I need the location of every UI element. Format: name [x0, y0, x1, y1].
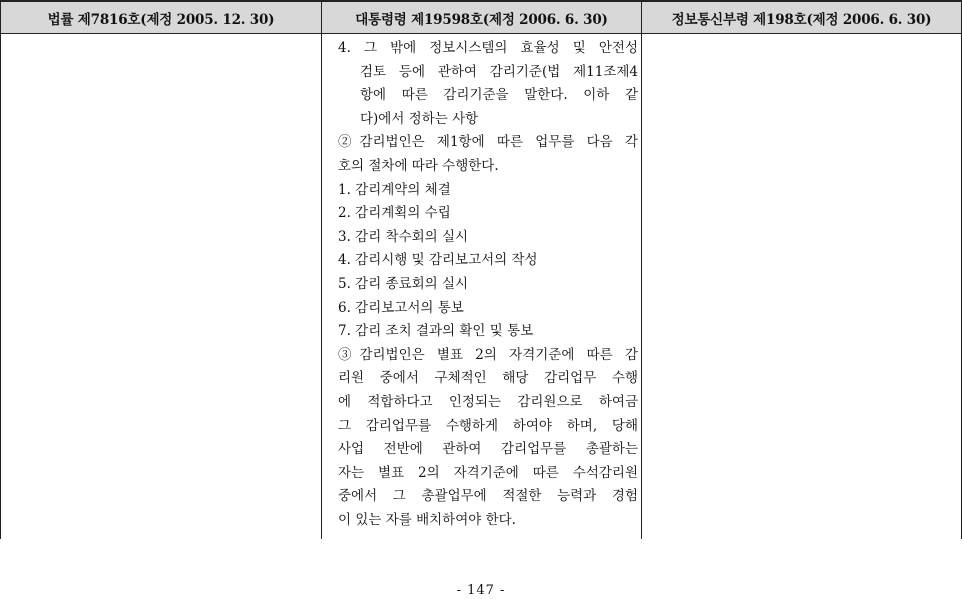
text-line: 사업 전반에 관하여 감리업무를 총괄하는 — [338, 441, 638, 458]
column-divider-1 — [321, 34, 322, 539]
list-item: 7. 감리 조치 결과의 확인 및 통보 — [338, 323, 534, 340]
text-line: 항에 따른 감리기준을 말한다. 이하 같 — [360, 87, 638, 104]
text-line: 그 감리업무를 수행하게 하여야 하며, 당해 — [338, 417, 638, 434]
text-line: 자는 별표 2의 자격기준에 따른 수석감리원 — [338, 464, 638, 481]
list-item: 2. 감리계획의 수립 — [338, 205, 451, 222]
list-item: 5. 감리 종료회의 실시 — [338, 275, 469, 292]
text-line: ③감리법인은 별표 2의 자격기준에 따른 감 — [338, 346, 638, 363]
text-line: 리원 중에서 구체적인 해당 감리업무 수행 — [338, 370, 638, 387]
list-item: 1. 감리계약의 체결 — [338, 181, 451, 198]
header-ministry-ordinance: 정보통신부령 제198호(제정 2006. 6. 30) — [641, 0, 962, 34]
list-item: 3. 감리 착수회의 실시 — [338, 228, 469, 245]
text-line: ②감리법인은 제1항에 따른 업무를 다음 각 — [338, 134, 638, 151]
text-line: 이 있는 자를 배치하여야 한다. — [338, 511, 516, 528]
text-line: 4. 그 밖에 정보시스템의 효율성 및 안전성 — [338, 40, 638, 56]
list-item: 6. 감리보고서의 통보 — [338, 299, 464, 316]
header-decree: 대통령령 제19598호(제정 2006. 6. 30) — [321, 0, 642, 34]
text-line: 호의 절차에 따라 수행한다. — [338, 157, 499, 174]
page-number: - 147 - — [456, 583, 506, 598]
text-line: 중에서 그 총괄업무에 적절한 능력과 경험 — [338, 488, 638, 505]
text-line: 다)에서 정하는 사항 — [360, 110, 479, 127]
decree-column-text — [338, 37, 638, 532]
text-line: 에 적합하다고 인정되는 감리원으로 하여금 — [338, 393, 638, 410]
header-law: 법률 제7816호(제정 2005. 12. 30) — [0, 0, 322, 34]
list-item: 4. 감리시행 및 감리보고서의 작성 — [338, 252, 538, 269]
text-line: 검토 등에 관하여 감리기준(법 제11조제4 — [360, 63, 638, 80]
table-border-left — [0, 34, 1, 539]
column-divider-2 — [641, 34, 642, 539]
